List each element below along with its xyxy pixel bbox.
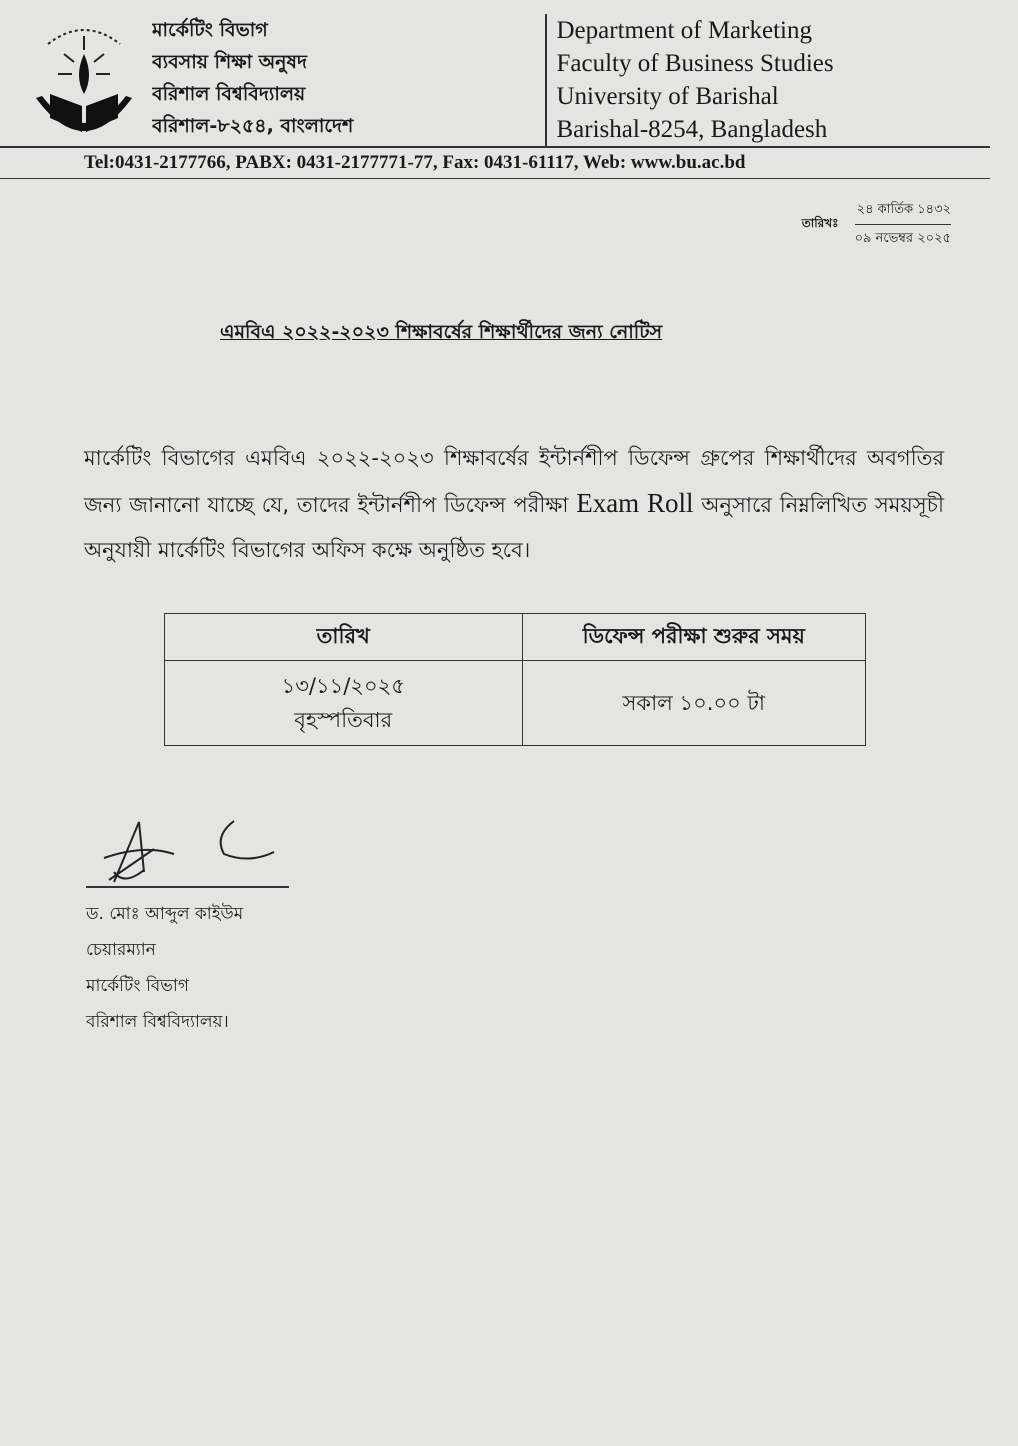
letterhead-row [0,14,1000,146]
letterhead-bangla [152,14,532,142]
signer-title: চেয়ারম্যান [86,939,156,960]
letterhead-en-line: Barishal-8254, Bangladesh [556,116,828,143]
date-block [855,200,951,250]
letterhead-english [547,14,834,146]
letterhead [0,14,1000,179]
exam-date: ১৩/১১/২০২৫ [281,674,405,698]
signature-line [86,886,289,888]
body-text: অনুসারে নিম্নলিখিত সময়সূচী অনুযায়ী মার্কেটিং বিভাগের অফিস কক্ষে অনুষ্ঠিত হবে। [84,493,944,562]
letterhead-bn-line: ব্যবসায় শিক্ষা অনুষদ [152,51,307,73]
signer-department: মার্কেটিং বিভাগ [86,975,190,996]
date-label: তারিখঃ [801,216,839,230]
letterhead-bn-line: মার্কেটিং বিভাগ [152,19,268,41]
university-logo [28,14,140,144]
body-text: মার্কেটিং বিভাগের এমবিএ ২০২২-২০২৩ শিক্ষাবর্ষের ইন্টার্নশীপ ডিফেন্স গ্রুপের শিক্ষার্থীদের অবগতির জন্য জানানো যাচ্ছে যে, তাদের ইন্টার্নশীপ ডিফেন্স পরীক্ষা [84,446,944,517]
notice-title: এমবিএ ২০২২-২০২৩ শিক্ষাবর্ষের শিক্ষার্থীদের জন্য নোটিস [220,321,663,343]
date-row [802,200,951,250]
cell-date [165,661,523,746]
notice-body [84,436,944,573]
exam-day: বৃহস্পতিবার [294,708,393,732]
schedule-table [164,613,866,746]
header-date: তারিখ [165,614,523,661]
header-rule-bottom [0,178,990,180]
signer-university: বরিশাল বিশ্ববিদ্যালয়। [86,1011,229,1032]
letterhead-en-line: University of Barishal [556,83,779,110]
english-date: ০৯ নভেম্বর ২০২৫ [854,231,951,246]
notice-main [84,436,944,1040]
cell-time: সকাল ১০.০০ টা [522,661,866,746]
table-header-row [165,614,866,661]
signer-block [86,896,944,1040]
signer-name: ড. মোঃ আব্দুল কাইউম [86,903,244,924]
letterhead-en-line: Department of Marketing [556,17,812,44]
letterhead-en-line: Faculty of Business Studies [556,50,834,77]
header-time: ডিফেন্স পরীক্ষা শুরুর সময় [522,614,866,661]
letterhead-bn-line: বরিশাল বিশ্ববিদ্যালয় [152,83,306,105]
signature [84,816,294,886]
contact-line: Tel:0431-2177766, PABX: 0431-2177771-77, Fax: 0431-61117, Web: www.bu.ac.bd [84,151,746,173]
bangla-date: ২৪ কার্তিক ১৪৩২ [855,200,951,225]
letterhead-bn-line: বরিশাল-৮২৫৪, বাংলাদেশ [152,115,354,137]
body-exam-roll: Exam Roll [576,488,694,518]
table-row [165,661,866,746]
